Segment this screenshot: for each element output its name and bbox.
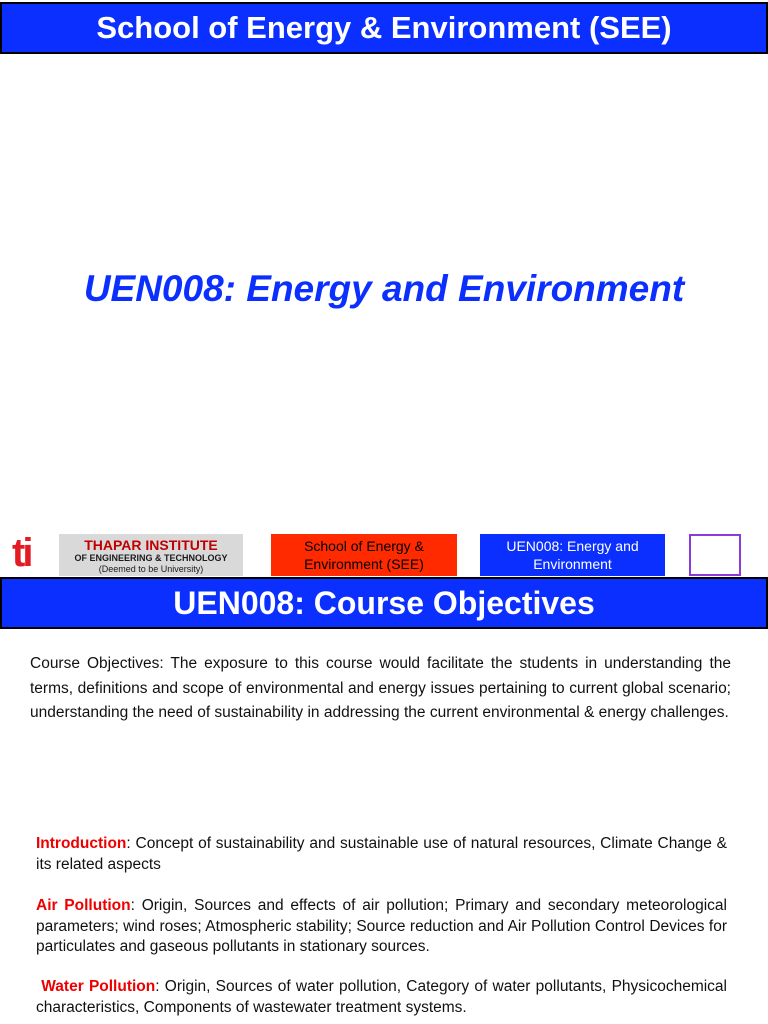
course-label-box — [480, 534, 665, 576]
slide-footer — [0, 533, 768, 576]
slide-2-header-title: UEN008: Course Objectives — [0, 577, 768, 629]
course-title: UEN008: Energy and Environment — [83, 268, 685, 309]
school-label: School of Energy & Environment (SEE) — [304, 538, 424, 572]
institute-name: THAPAR INSTITUTE — [84, 537, 218, 553]
topic-name: Water Pollution — [41, 978, 156, 995]
topic-description: : Concept of sustainability and sustainable use of natural resources, Climate Change & its related aspects — [36, 835, 727, 873]
topic-air-pollution — [36, 896, 727, 958]
course-label: UEN008: Energy and Environment — [506, 538, 639, 572]
topic-introduction — [36, 834, 727, 875]
course-objectives-paragraph: Course Objectives: The exposure to this course would facilitate the students in understanding the terms, definitions and scope of environmental and energy issues pertaining to current global scenario; understanding the need of sustainability in addressing the current environmental & energy challenges. — [30, 655, 731, 721]
institute-status: (Deemed to be University) — [98, 564, 204, 574]
empty-placeholder-box — [689, 534, 741, 576]
slide-2 — [0, 576, 768, 1024]
topic-description: : Origin, Sources of water pollution, Category of water pollutants, Physicochemical characteristics, Components of wastewater treatment systems. — [36, 978, 728, 1016]
topic-name: Air Pollution — [36, 897, 131, 914]
institute-subtitle: OF ENGINEERING & TECHNOLOGY — [74, 553, 228, 563]
topic-water-pollution — [36, 977, 727, 1018]
topic-description: : Origin, Sources and effects of air pollution; Primary and secondary meteorological parameters; wind roses; Atmospheric stability; Source reduction and Air Pollution Control Devices for particulates and gaseous pollutants in stationary sources. — [36, 897, 727, 955]
institute-banner — [59, 534, 243, 576]
topic-name: Introduction — [36, 835, 127, 852]
ti-logo-icon: ti — [12, 531, 31, 575]
slide-1-header-title: School of Energy & Environment (SEE) — [0, 2, 768, 54]
school-label-box — [271, 534, 457, 576]
